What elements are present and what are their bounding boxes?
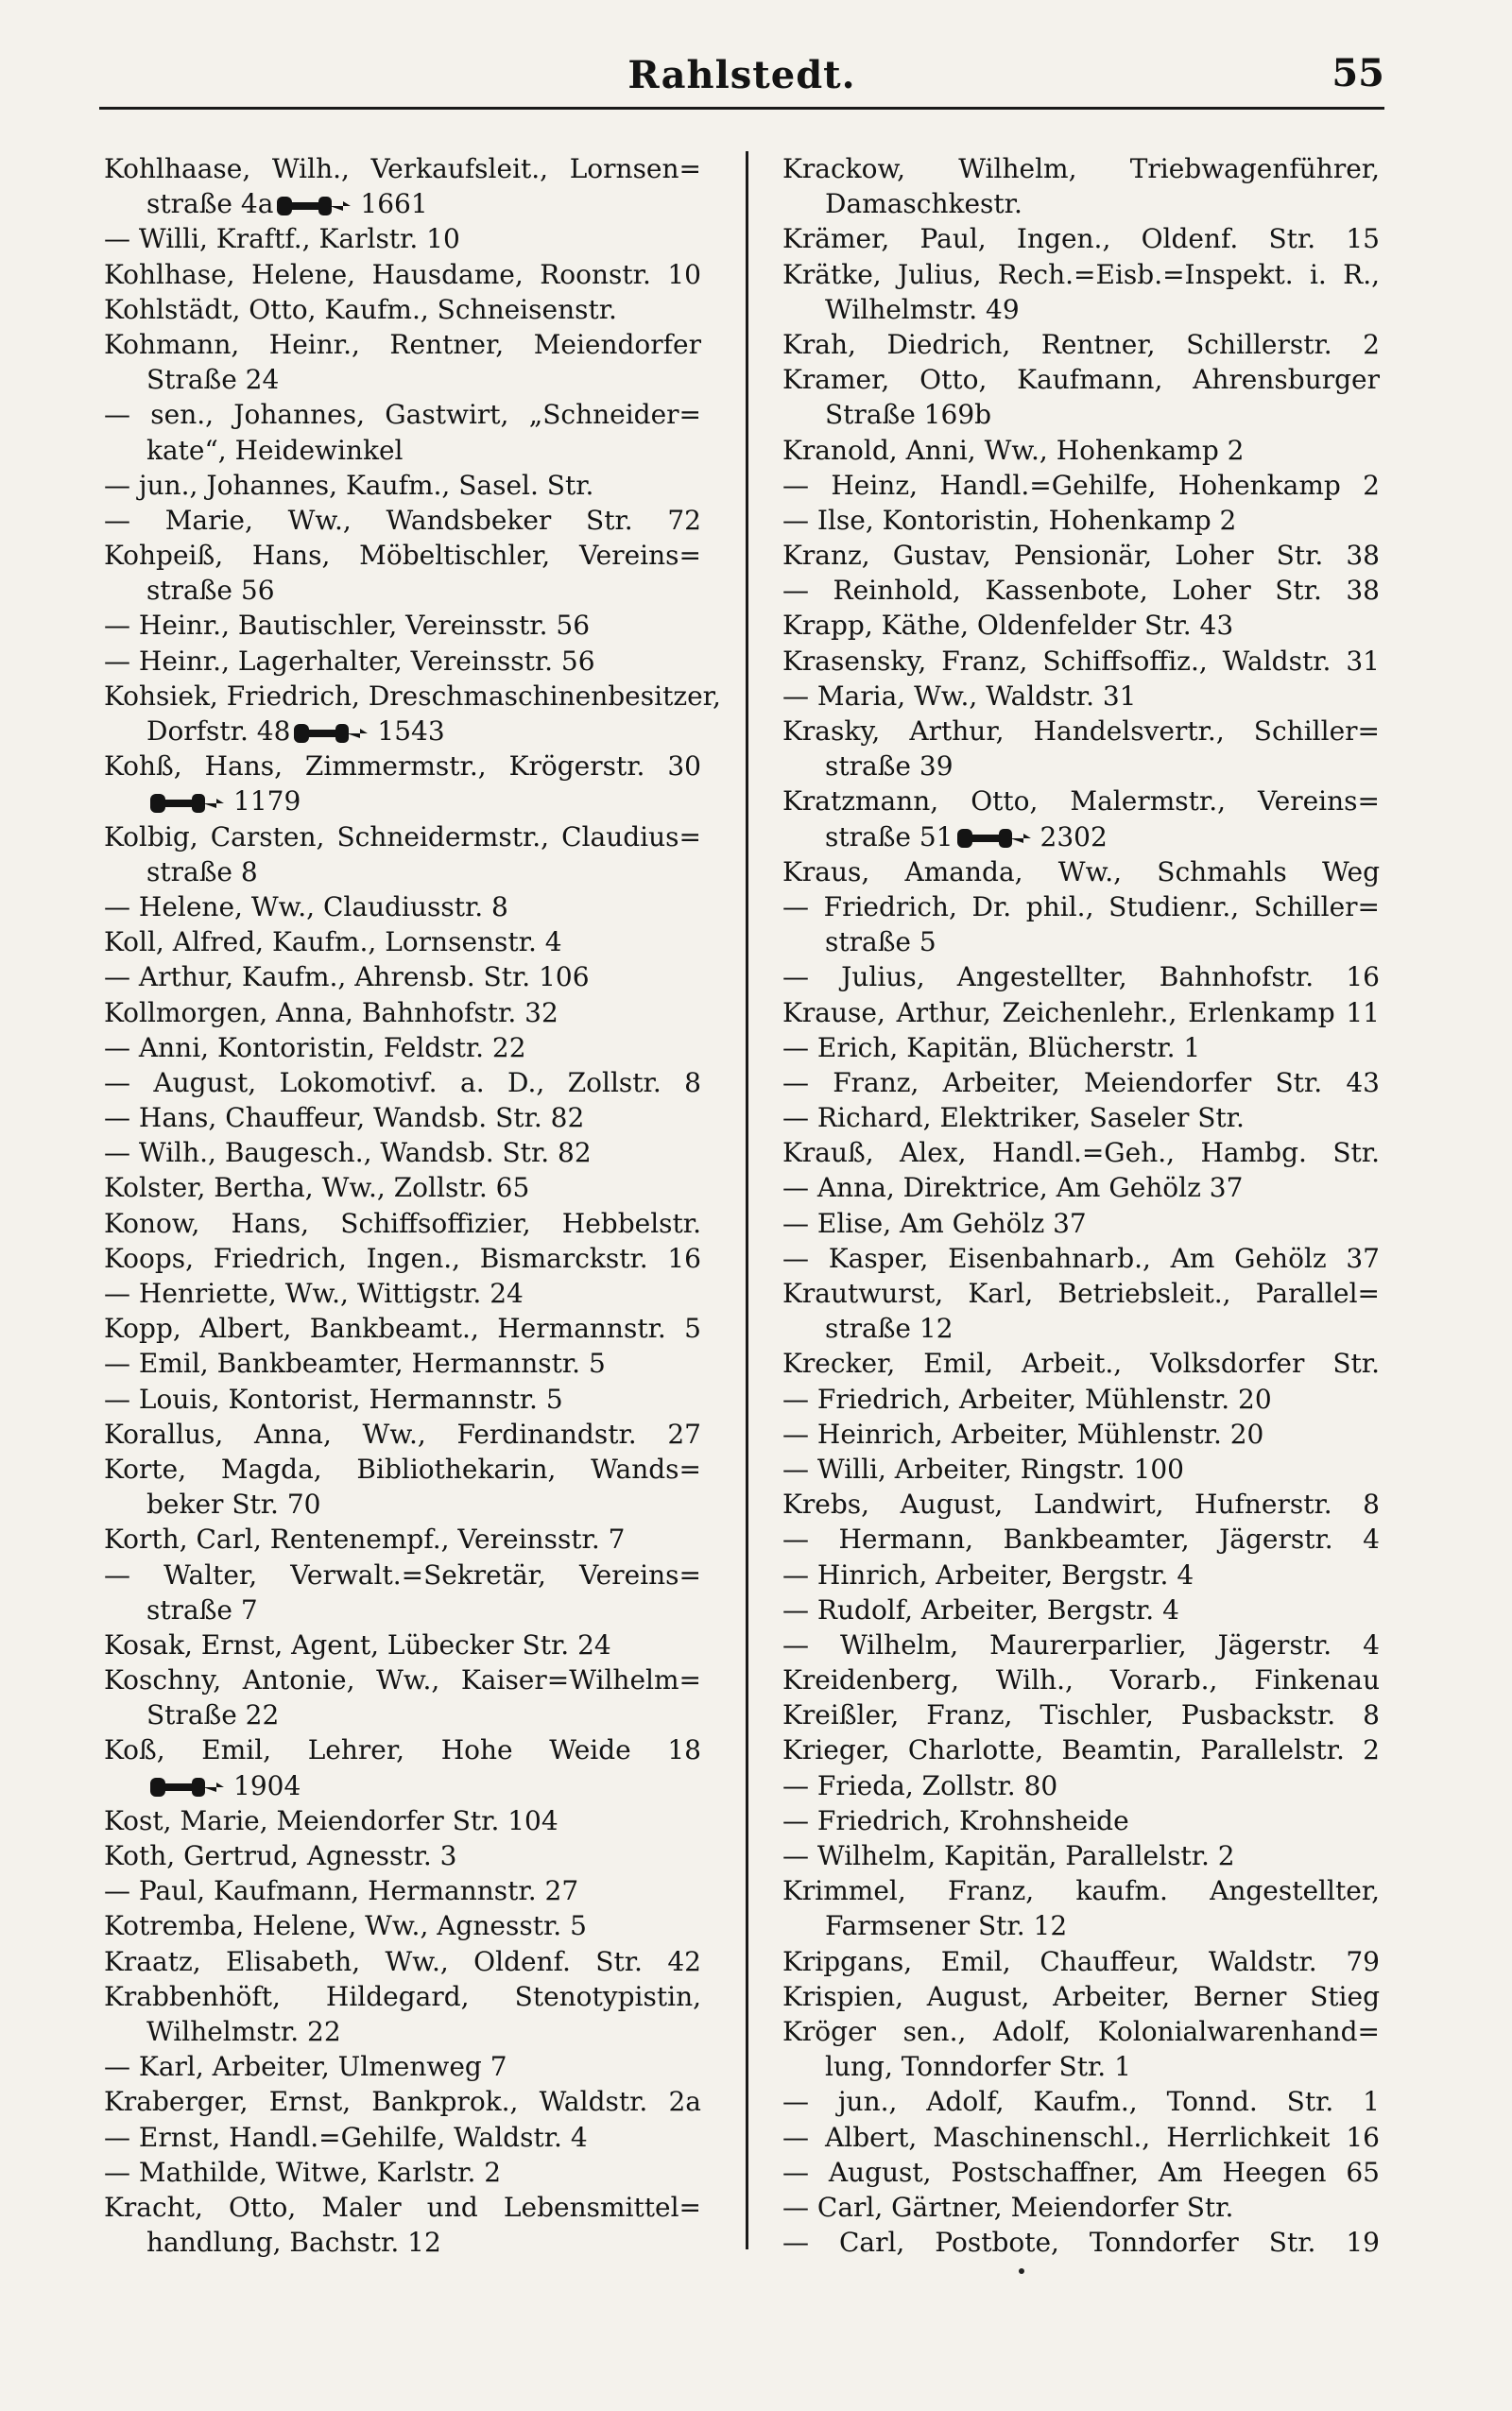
directory-entry-line (104, 1487, 701, 1522)
directory-entry-line (782, 1382, 1380, 1417)
directory-entry-line (782, 1135, 1380, 1170)
entry-text: — Carl, Postbote, Tonndorfer Str. 19 (782, 2227, 1380, 2259)
directory-entry-line (782, 1803, 1380, 1838)
entry-text: — Rudolf, Arbeiter, Bergstr. 4 (782, 1593, 1179, 1626)
directory-entry-line (104, 1206, 701, 1241)
directory-entry-line (104, 257, 701, 292)
directory-entry-line (782, 468, 1380, 503)
directory-entry-line (782, 1276, 1380, 1311)
phone-number: 1179 (233, 785, 301, 818)
directory-entry-line (782, 959, 1380, 994)
directory-entry-line (782, 2084, 1380, 2119)
directory-entry-line (104, 1627, 701, 1662)
entry-text: — Heinrich, Arbeiter, Mühlenstr. 20 (782, 1418, 1264, 1450)
entry-text: beker Str. 70 (146, 1489, 321, 1521)
header-rule (99, 107, 1384, 110)
entry-text: Krabbenhöft, Hildegard, Stenotypistin, (104, 1980, 701, 2012)
entry-text: — Franz, Arbeiter, Meiendorfer Str. 43 (782, 1066, 1380, 1098)
entry-text: Korallus, Anna, Ww., Ferdinandstr. 27 (104, 1418, 701, 1450)
directory-entry-line (104, 503, 701, 538)
directory-entry-line (104, 292, 701, 327)
directory-entry-line (104, 433, 701, 468)
phone-number: 2302 (1040, 820, 1108, 852)
telephone-receiver-icon (957, 826, 1031, 851)
entry-text: Kröger sen., Adolf, Kolonialwarenhand= (782, 2015, 1380, 2047)
entry-text: Kraberger, Ernst, Bankprok., Waldstr. 2a (104, 2086, 701, 2118)
entry-text: straße 12 (825, 1313, 954, 1345)
entry-text: Krecker, Emil, Arbeit., Volksdorfer Str. (782, 1348, 1380, 1380)
entry-text: Krasky, Arthur, Handelsvertr., Schiller= (782, 715, 1380, 747)
entry-text: Krapp, Käthe, Oldenfelder Str. 43 (782, 610, 1234, 642)
directory-entry-line (782, 257, 1380, 292)
entry-text: — Heinr., Bautischler, Vereinsstr. 56 (104, 610, 591, 642)
directory-entry-line (104, 1803, 701, 1838)
entry-text: Koschny, Antonie, Ww., Kaiser=Wilhelm= (104, 1664, 701, 1696)
entry-text: — Richard, Elektriker, Saseler Str. (782, 1102, 1245, 1134)
directory-entry-line (782, 924, 1380, 959)
left-column (104, 151, 721, 2260)
entry-text: — Friedrich, Krohnsheide (782, 1804, 1129, 1836)
directory-entry-line (782, 679, 1380, 714)
entry-text: Wilhelmstr. 22 (146, 2015, 341, 2047)
entry-text: — Erich, Kapitän, Blücherstr. 1 (782, 1031, 1201, 1063)
entry-text: Wilhelmstr. 49 (825, 293, 1020, 325)
entry-text: — jun., Adolf, Kaufm., Tonnd. Str. 1 (782, 2086, 1380, 2118)
directory-entry-line (104, 1065, 701, 1100)
directory-entry-line (782, 1241, 1380, 1276)
entry-text: straße 8 (146, 855, 258, 887)
entry-text: — Hinrich, Arbeiter, Bergstr. 4 (782, 1559, 1194, 1591)
entry-text: — Louis, Kontorist, Hermannstr. 5 (104, 1383, 563, 1415)
entry-text: Kolbig, Carsten, Schneidermstr., Claudius= (104, 820, 701, 852)
entry-text: — Karl, Arbeiter, Ulmenweg 7 (104, 2051, 507, 2083)
directory-entry-line (104, 538, 701, 573)
directory-entry-line (782, 151, 1380, 186)
entry-text: — Helene, Ww., Claudiusstr. 8 (104, 890, 508, 922)
directory-entry-line (782, 1100, 1380, 1135)
directory-entry-line (104, 1276, 701, 1311)
entry-text: Koth, Gertrud, Agnesstr. 3 (104, 1840, 457, 1871)
entry-text: — Elise, Am Gehölz 37 (782, 1207, 1087, 1239)
directory-entry-line (782, 221, 1380, 256)
directory-entry-line (104, 1417, 701, 1452)
directory-entry-line (782, 1170, 1380, 1205)
entry-text: straße 56 (146, 575, 275, 607)
directory-entry-line (104, 2120, 701, 2155)
directory-entry-line (104, 608, 701, 643)
directory-entry-line (104, 1768, 701, 1803)
directory-entry-line (104, 1135, 701, 1170)
directory-entry-line (104, 1873, 701, 1908)
directory-entry-line (104, 995, 701, 1030)
entry-text: Kohlhaase, Wilh., Verkaufsleit., Lornsen= (104, 153, 701, 184)
directory-entry-line (104, 679, 721, 714)
entry-text: — Maria, Ww., Waldstr. 31 (782, 680, 1137, 712)
entry-text: Krautwurst, Karl, Betriebsleit., Parallel= (782, 1278, 1380, 1309)
entry-text: Krackow, Wilhelm, Triebwagenführer, (782, 153, 1380, 184)
directory-entry-line (782, 1346, 1380, 1381)
entry-text: lung, Tonndorfer Str. 1 (825, 2051, 1131, 2083)
entry-text: — Albert, Maschinenschl., Herrlichkeit 16 (782, 2121, 1380, 2153)
entry-text: Krah, Diedrich, Rentner, Schillerstr. 2 (782, 328, 1380, 360)
directory-entry-line (104, 2190, 701, 2225)
directory-entry-line (104, 2084, 701, 2119)
running-title: Rahlstedt. (627, 53, 856, 97)
directory-entry-line (782, 1627, 1380, 1662)
directory-entry-line (104, 1100, 701, 1135)
phone-number: 1543 (377, 715, 445, 747)
directory-entry-line (104, 1662, 701, 1697)
directory-entry-line (104, 819, 701, 854)
directory-entry-line (104, 221, 701, 256)
directory-entry-line (104, 1944, 701, 1979)
entry-text: — Friedrich, Dr. phil., Studienr., Schiller= (782, 890, 1380, 922)
directory-entry-line (104, 1838, 701, 1873)
entry-text: Kohß, Hans, Zimmermstr., Krögerstr. 30 (104, 750, 701, 783)
entry-text: Kohlstädt, Otto, Kaufm., Schneisenstr. (104, 293, 617, 325)
directory-entry-line (104, 2049, 701, 2084)
directory-entry-line (782, 1662, 1380, 1697)
entry-text: Krauß, Alex, Handl.=Geh., Hambg. Str. (782, 1137, 1380, 1169)
directory-entry-line (782, 573, 1380, 608)
directory-entry-line (782, 1593, 1380, 1627)
directory-entry-line (782, 327, 1380, 362)
directory-entry-line (782, 362, 1380, 397)
entry-text: — Carl, Gärtner, Meiendorfer Str. (782, 2191, 1234, 2223)
entry-text: Kratzmann, Otto, Malermstr., Vereins= (782, 785, 1380, 818)
directory-entry-line (782, 2225, 1380, 2260)
entry-text: handlung, Bachstr. 12 (146, 2227, 441, 2259)
entry-text: — August, Lokomotivf. a. D., Zollstr. 8 (104, 1066, 701, 1098)
directory-entry-line (104, 468, 701, 503)
entry-text: straße 39 (825, 750, 954, 783)
directory-entry-line (104, 959, 701, 994)
directory-entry-line (104, 1241, 701, 1276)
entry-text: — Paul, Kaufmann, Hermannstr. 27 (104, 1875, 579, 1907)
directory-entry-line (782, 1417, 1380, 1452)
entry-text: — Heinz, Handl.=Gehilfe, Hohenkamp 2 (782, 469, 1380, 501)
entry-text: — Walter, Verwalt.=Sekretär, Vereins= (104, 1559, 701, 1591)
entry-text: — Emil, Bankbeamter, Hermannstr. 5 (104, 1348, 606, 1380)
directory-entry-line (782, 292, 1380, 327)
directory-entry-line (782, 889, 1380, 924)
entry-text: — August, Postschaffner, Am Heegen 65 (782, 2156, 1380, 2188)
entry-text: Kohsiek, Friedrich, Dreschmaschinenbesitzer, (104, 680, 721, 712)
entry-text: Koll, Alfred, Kaufm., Lornsenstr. 4 (104, 926, 562, 958)
entry-text: — Hermann, Bankbeamter, Jägerstr. 4 (782, 1524, 1380, 1556)
directory-entry-line (782, 2014, 1380, 2049)
directory-entry-line (104, 1311, 701, 1346)
entry-text: — Hans, Chauffeur, Wandsb. Str. 82 (104, 1102, 585, 1134)
entry-text: Krasensky, Franz, Schiffsoffiz., Waldstr. 31 (782, 645, 1380, 677)
directory-entry-line (782, 644, 1380, 679)
entry-text: Kreidenberg, Wilh., Vorarb., Finkenau (782, 1664, 1380, 1696)
directory-entry-line (782, 1206, 1380, 1241)
directory-entry-line (104, 573, 701, 608)
entry-text: Kranold, Anni, Ww., Hohenkamp 2 (782, 434, 1245, 466)
entry-text: — Friedrich, Arbeiter, Mühlenstr. 20 (782, 1383, 1272, 1415)
telephone-receiver-icon (150, 1775, 224, 1800)
directory-entry-line (104, 1382, 701, 1417)
directory-entry-line (104, 854, 701, 889)
directory-entry-line (104, 2155, 701, 2190)
directory-entry-line (782, 1979, 1380, 2014)
entry-text: kate“, Heidewinkel (146, 434, 404, 466)
directory-entry-line (104, 1697, 701, 1732)
directory-entry-line (782, 433, 1380, 468)
directory-entry-line (782, 1838, 1380, 1873)
entry-text: straße 4a (146, 188, 274, 220)
entry-text: — Wilh., Baugesch., Wandsb. Str. 82 (104, 1137, 592, 1169)
directory-entry-line (782, 538, 1380, 573)
directory-entry-line (104, 362, 701, 397)
entry-text: Krämer, Paul, Ingen., Oldenf. Str. 15 (782, 223, 1380, 255)
page-header (99, 49, 1384, 106)
entry-text: Kraatz, Elisabeth, Ww., Oldenf. Str. 42 (104, 1945, 701, 1977)
directory-entry-line (104, 889, 701, 924)
entry-text: — Reinhold, Kassenbote, Loher Str. 38 (782, 575, 1380, 607)
directory-entry-line (782, 1697, 1380, 1732)
directory-entry-line (104, 327, 701, 362)
entry-text: — Julius, Angestellter, Bahnhofstr. 16 (782, 961, 1380, 993)
directory-entry-line (782, 854, 1380, 889)
right-column (782, 151, 1380, 2260)
entry-text: — sen., Johannes, Gastwirt, „Schneider= (104, 399, 701, 431)
entry-text: Korth, Carl, Rentenempf., Vereinsstr. 7 (104, 1524, 626, 1556)
directory-entry-line (782, 2120, 1380, 2155)
directory-entry-line (782, 1873, 1380, 1908)
entry-text: — Anna, Direktrice, Am Gehölz 37 (782, 1172, 1244, 1204)
directory-entry-line (782, 1908, 1380, 1943)
entry-text: Kollmorgen, Anna, Bahnhofstr. 32 (104, 996, 558, 1028)
directory-entry-line (782, 186, 1380, 221)
entry-text: straße 7 (146, 1593, 258, 1626)
directory-entry-line (104, 644, 701, 679)
directory-entry-line (782, 784, 1380, 818)
entry-text: — Wilhelm, Kapitän, Parallelstr. 2 (782, 1840, 1235, 1871)
entry-text: Konow, Hans, Schiffsoffizier, Hebbelstr. (104, 1207, 701, 1239)
entry-text: Koß, Emil, Lehrer, Hohe Weide 18 (104, 1734, 701, 1766)
directory-entry-line (104, 1452, 701, 1487)
directory-entry-line (104, 2014, 701, 2049)
entry-text: — Arthur, Kaufm., Ahrensb. Str. 106 (104, 961, 590, 993)
entry-text: Kost, Marie, Meiendorfer Str. 104 (104, 1804, 558, 1836)
directory-entry-line (104, 2225, 701, 2260)
directory-entry-line (782, 819, 1380, 854)
entry-text: Krieger, Charlotte, Beamtin, Parallelstr. 2 (782, 1734, 1380, 1766)
entry-text: Kracht, Otto, Maler und Lebensmittel= (104, 2191, 701, 2223)
directory-entry-line (782, 1452, 1380, 1487)
directory-entry-line (104, 151, 701, 186)
entry-text: — Willi, Kraftf., Karlstr. 10 (104, 223, 460, 255)
entry-text: Koops, Friedrich, Ingen., Bismarckstr. 16 (104, 1242, 701, 1274)
entry-text: straße 5 (825, 926, 936, 958)
directory-entry-line (104, 784, 701, 818)
entry-text: Krätke, Julius, Rech.=Eisb.=Inspekt. i. R., (782, 258, 1380, 290)
directory-entry-line (782, 1732, 1380, 1767)
entry-text: Kohmann, Heinr., Rentner, Meiendorfer (104, 328, 701, 360)
entry-text: — Frieda, Zollstr. 80 (782, 1769, 1058, 1801)
entry-text: Kohpeiß, Hans, Möbeltischler, Vereins= (104, 540, 701, 572)
entry-text: Kramer, Otto, Kaufmann, Ahrensburger (782, 364, 1380, 396)
entry-text: Kranz, Gustav, Pensionär, Loher Str. 38 (782, 540, 1380, 572)
directory-entry-line (782, 1030, 1380, 1065)
telephone-receiver-icon (294, 721, 368, 746)
directory-entry-line (104, 186, 701, 221)
entry-text: Kreißler, Franz, Tischler, Pusbackstr. 8 (782, 1699, 1380, 1731)
entry-text: Korte, Magda, Bibliothekarin, Wands= (104, 1453, 701, 1485)
entry-text: — Willi, Arbeiter, Ringstr. 100 (782, 1453, 1184, 1485)
directory-entry-line (104, 1170, 701, 1205)
entry-text: Kripgans, Emil, Chauffeur, Waldstr. 79 (782, 1945, 1380, 1977)
entry-text: Damaschkestr. (825, 188, 1022, 220)
directory-entry-line (782, 2155, 1380, 2190)
directory-entry-line (782, 1768, 1380, 1803)
directory-entry-line (782, 749, 1380, 784)
entry-text: Kopp, Albert, Bankbeamt., Hermannstr. 5 (104, 1313, 701, 1345)
directory-entry-line (782, 397, 1380, 432)
directory-entry-line (104, 714, 701, 749)
entry-text: — Ernst, Handl.=Gehilfe, Waldstr. 4 (104, 2121, 588, 2153)
entry-text: — jun., Johannes, Kaufm., Sasel. Str. (104, 469, 594, 501)
directory-entry-line (782, 503, 1380, 538)
directory-entry-line (104, 1030, 701, 1065)
directory-entry-line (782, 2049, 1380, 2084)
entry-text: — Marie, Ww., Wandsbeker Str. 72 (104, 504, 701, 536)
directory-entry-line (104, 1522, 701, 1557)
directory-entry-line (782, 1065, 1380, 1100)
entry-text: Krispien, August, Arbeiter, Berner Stieg (782, 1980, 1380, 2012)
entry-text: — Heinr., Lagerhalter, Vereinsstr. 56 (104, 645, 595, 677)
entry-text: Straße 169b (825, 399, 992, 431)
entry-text: Krause, Arthur, Zeichenlehr., Erlenkamp 11 (782, 996, 1380, 1028)
phone-number: 1904 (233, 1769, 301, 1801)
directory-entry-line (782, 995, 1380, 1030)
entry-text: — Henriette, Ww., Wittigstr. 24 (104, 1278, 524, 1309)
entry-text: Dorfstr. 48 (146, 715, 291, 747)
directory-entry-line (782, 714, 1380, 749)
directory-entry-line (104, 1593, 701, 1627)
directory-entry-line (782, 1487, 1380, 1522)
entry-text: — Kasper, Eisenbahnarb., Am Gehölz 37 (782, 1242, 1380, 1274)
directory-entry-line (104, 924, 701, 959)
entry-text: Kolster, Bertha, Ww., Zollstr. 65 (104, 1172, 530, 1204)
entry-text: Farmsener Str. 12 (825, 1910, 1068, 1942)
entry-text: — Anni, Kontoristin, Feldstr. 22 (104, 1031, 526, 1063)
entry-text: Kosak, Ernst, Agent, Lübecker Str. 24 (104, 1628, 611, 1661)
column-divider (746, 151, 748, 2249)
directory-entry-line (782, 1944, 1380, 1979)
entry-text: Krimmel, Franz, kaufm. Angestellter, (782, 1875, 1380, 1907)
directory-entry-line (104, 1346, 701, 1381)
footer-dot (1019, 2268, 1024, 2274)
telephone-receiver-icon (277, 194, 351, 218)
directory-entry-line (104, 1558, 701, 1593)
directory-entry-line (104, 1979, 701, 2014)
entry-text: Kohlhase, Helene, Hausdame, Roonstr. 10 (104, 258, 701, 290)
phone-number: 1661 (360, 188, 428, 220)
directory-entry-line (104, 1908, 701, 1943)
directory-entry-line (782, 1558, 1380, 1593)
directory-entry-line (104, 749, 701, 784)
entry-text: Kotremba, Helene, Ww., Agnesstr. 5 (104, 1910, 587, 1942)
telephone-receiver-icon (150, 791, 224, 816)
directory-entry-line (104, 397, 701, 432)
directory-entry-line (782, 2190, 1380, 2225)
directory-entry-line (782, 1311, 1380, 1346)
entry-text: Straße 24 (146, 364, 280, 396)
directory-entry-line (782, 608, 1380, 643)
entry-text: — Mathilde, Witwe, Karlstr. 2 (104, 2156, 502, 2188)
entry-text: straße 51 (825, 820, 954, 852)
page-number: 55 (1332, 51, 1384, 95)
entry-text: — Wilhelm, Maurerparlier, Jägerstr. 4 (782, 1628, 1380, 1661)
entry-text: Straße 22 (146, 1699, 280, 1731)
entry-text: Krebs, August, Landwirt, Hufnerstr. 8 (782, 1489, 1380, 1521)
entry-text: — Ilse, Kontoristin, Hohenkamp 2 (782, 504, 1237, 536)
entry-text: Kraus, Amanda, Ww., Schmahls Weg (782, 855, 1380, 887)
directory-entry-line (782, 1522, 1380, 1557)
directory-entry-line (104, 1732, 701, 1767)
